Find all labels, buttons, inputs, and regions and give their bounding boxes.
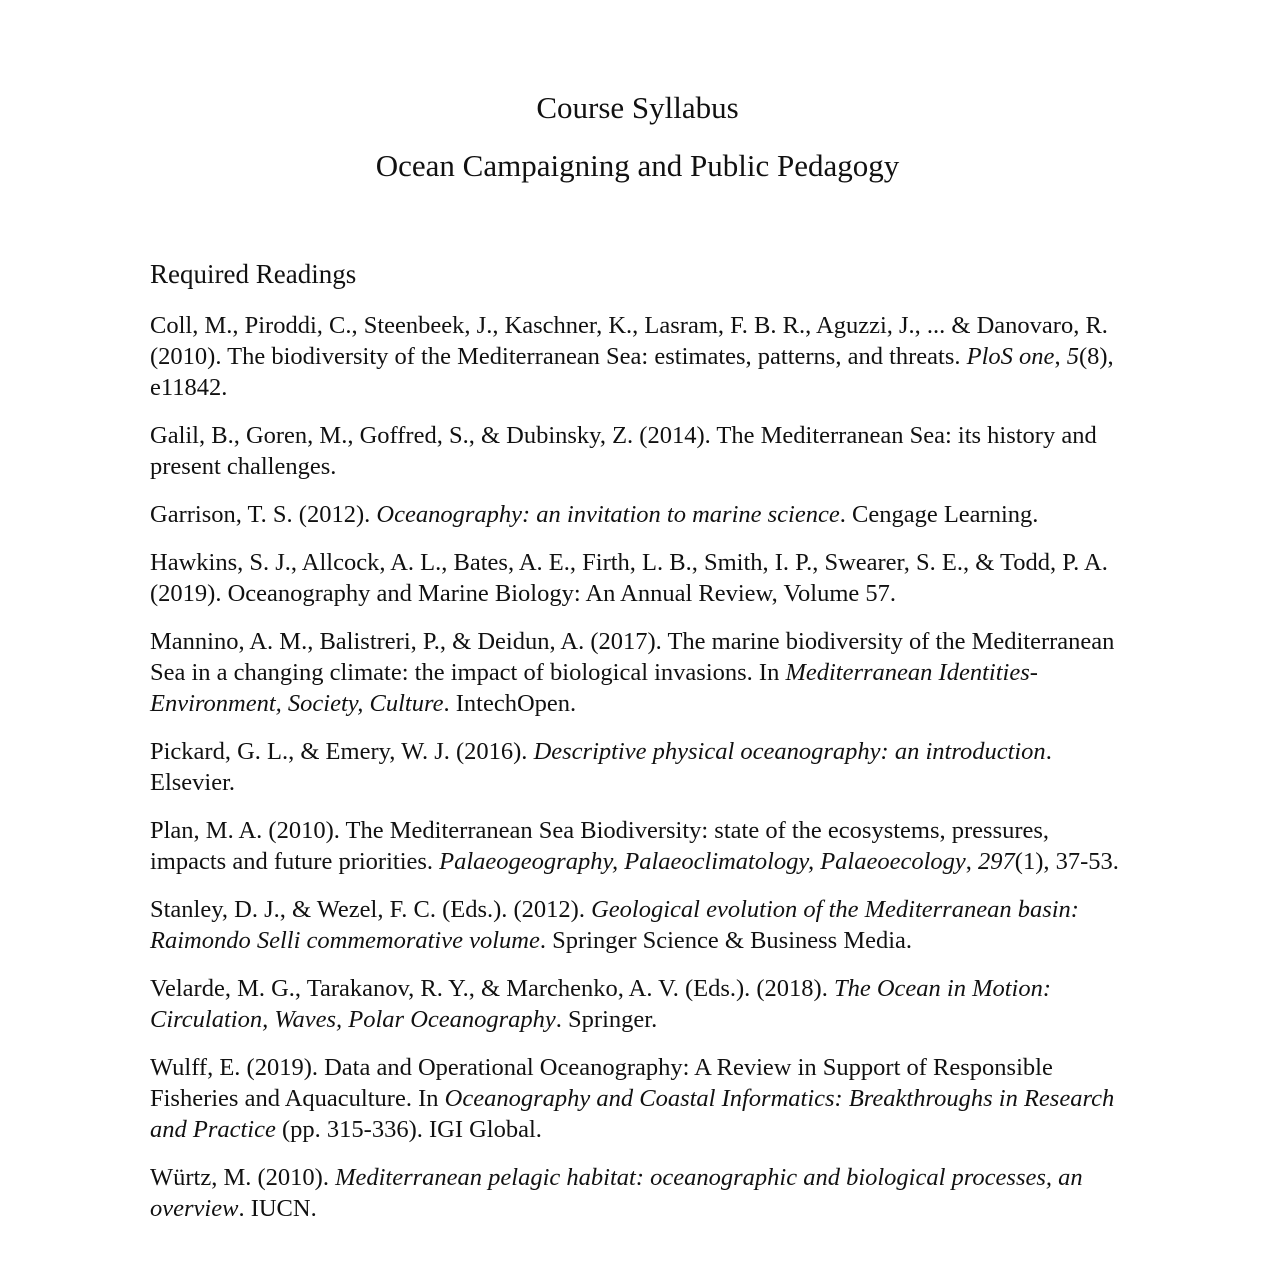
reference-text: Galil, B., Goren, M., Goffred, S., & Dubinsky, Z. (2014). The Mediterranean Sea: its history and present challenges. <box>150 422 1097 480</box>
reference-text: Stanley, D. J., & Wezel, F. C. (Eds.). (2012). <box>150 896 592 923</box>
reference-italic-text: Palaeogeography, Palaeoclimatology, Palaeoecology <box>439 848 966 875</box>
reference-text: . IntechOpen. <box>443 690 577 717</box>
reference-text: Pickard, G. L., & Emery, W. J. (2016). <box>150 738 534 765</box>
reference-italic-text: Oceanography: an invitation to marine science <box>376 501 840 528</box>
reference-list <box>150 310 1130 1241</box>
section-heading-required-readings: Required Readings <box>150 259 357 289</box>
reference-italic-text: Oceanography and Coastal Informatics: Breakthroughs in Research and Practice <box>150 1085 1115 1143</box>
reference-text: Wulff, E. (2019). Data and Operational Oceanography: A Review in Support of Responsible Fisheries and Aquaculture. In <box>150 1054 1053 1112</box>
reference-entry <box>150 815 1130 877</box>
reference-entry <box>150 626 1130 719</box>
reference-text: , <box>965 848 979 875</box>
reference-text: Hawkins, S. J., Allcock, A. L., Bates, A. E., Firth, L. B., Smith, I. P., Swearer, S. E., & Todd, P. A. (2019). Oceanography and Marine Biology: An Annual Review, Volume 57. <box>150 549 1108 607</box>
reference-entry <box>150 736 1130 798</box>
reference-entry <box>150 1162 1130 1224</box>
reference-italic-text: The Ocean in Motion: Circulation, Waves, Polar Oceanography <box>150 975 1052 1033</box>
reference-entry <box>150 894 1130 956</box>
reference-text: Garrison, T. S. (2012). <box>150 501 377 528</box>
reference-entry <box>150 310 1130 403</box>
reference-text: . Springer. <box>555 1006 658 1033</box>
reference-entry <box>150 1052 1130 1145</box>
reference-italic-text: 297 <box>978 848 1015 875</box>
reference-entry <box>150 420 1130 482</box>
reference-entry <box>150 973 1130 1035</box>
reference-text: Velarde, M. G., Tarakanov, R. Y., & Marchenko, A. V. (Eds.). (2018). <box>150 975 834 1002</box>
reference-text: (1), 37-53. <box>1014 848 1119 875</box>
reference-text: . IUCN. <box>238 1195 317 1222</box>
reference-text: (pp. 315-336). IGI Global. <box>275 1116 542 1143</box>
reference-text: . Cengage Learning. <box>839 501 1039 528</box>
reference-italic-text: Mediterranean Identities-Environment, Society, Culture <box>150 659 1038 717</box>
reference-entry <box>150 499 1130 530</box>
course-title: Ocean Campaigning and Public Pedagogy <box>375 148 900 183</box>
reference-italic-text: PloS one <box>966 343 1055 370</box>
reference-text: Würtz, M. (2010). <box>150 1164 336 1191</box>
reference-text: , <box>1054 343 1067 370</box>
page-title: Course Syllabus <box>536 90 739 125</box>
reference-italic-text: Mediterranean pelagic habitat: oceanographic and biological processes, an overview <box>150 1164 1083 1222</box>
reference-text: Plan, M. A. (2010). The Mediterranean Sea Biodiversity: state of the ecosystems, pressures, impacts and future priorities. <box>150 817 1050 875</box>
reference-italic-text: Descriptive physical oceanography: an introduction <box>533 738 1046 765</box>
reference-text: (8), e11842. <box>150 343 1114 401</box>
reference-text: . Springer Science & Business Media. <box>539 927 913 954</box>
reference-entry <box>150 547 1130 609</box>
reference-text: Coll, M., Piroddi, C., Steenbeek, J., Kaschner, K., Lasram, F. B. R., Aguzzi, J., ... & Danovaro, R. (2010). The biodiversity of the Mediterranean Sea: estimates, patterns, and threats. <box>150 312 1108 370</box>
reference-text: . Elsevier. <box>150 738 1052 796</box>
reference-italic-text: 5 <box>1066 343 1079 370</box>
reference-text: Mannino, A. M., Balistreri, P., & Deidun, A. (2017). The marine biodiversity of the Mediterranean Sea in a changing climate: the impact of biological invasions. In <box>150 628 1115 686</box>
reference-italic-text: Geological evolution of the Mediterranean basin: Raimondo Selli commemorative volume <box>150 896 1079 954</box>
